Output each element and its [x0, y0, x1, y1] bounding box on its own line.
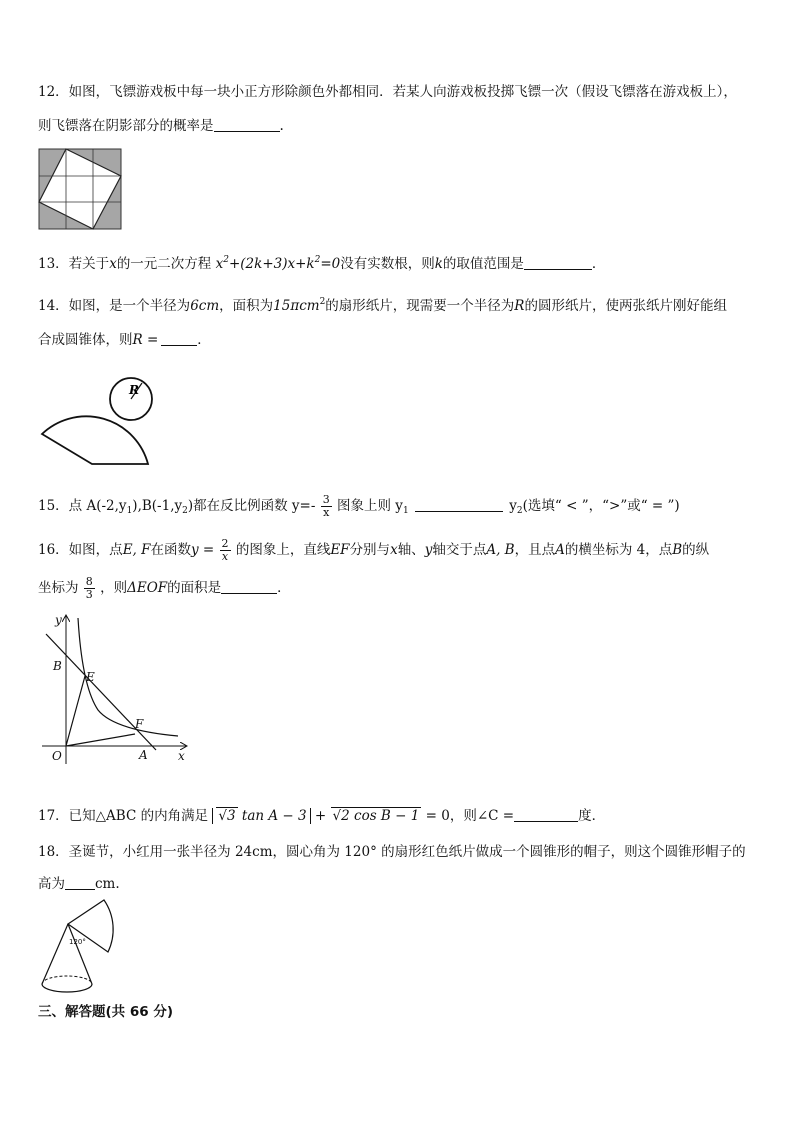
- q16-den2: 3: [85, 588, 93, 601]
- q14-sq: 2: [319, 297, 326, 307]
- q13-equation: [216, 256, 341, 272]
- q15-den: x: [323, 506, 330, 519]
- q16-post4: 轴交于点: [432, 542, 487, 558]
- q15-sub1: 1: [126, 506, 133, 516]
- q13-sq1: 2: [223, 255, 229, 265]
- q18-line1: 18．圣诞节，小红用一张半径为 24cm，圆心角为 120° 的扇形红色纸片做成一个圆锥形的帽子，则这个圆锥形帽子的: [38, 844, 746, 860]
- q16-end: ．: [277, 580, 291, 596]
- q14-pre: 14．如图，是一个半径为: [38, 298, 191, 314]
- q16-post7: 的纵: [682, 542, 710, 558]
- q13-sq2: 2: [314, 255, 321, 265]
- q17-pre: 17．已知△ABC 的内角满足: [38, 808, 209, 824]
- q15-mid2: )都在反比例函数 y=-: [187, 498, 316, 514]
- q16-x: x: [390, 542, 398, 558]
- q15-sub3: 1: [402, 506, 409, 516]
- q12-dartboard-figure: [38, 148, 122, 230]
- q13-end: ．: [591, 256, 606, 272]
- q17-line: [38, 806, 605, 826]
- q17-answer-blank: [514, 806, 578, 822]
- q16-label-f: F: [135, 717, 144, 731]
- q15-mid3: 图象上则 y: [337, 498, 403, 514]
- section-title: 三、解答题(共 66 分): [38, 1004, 174, 1020]
- q13-eq-b: +(2k+3)x+k: [228, 256, 315, 272]
- q15-num: 3: [322, 493, 330, 506]
- q17-end: 度．: [578, 808, 606, 824]
- q16-fraction: [220, 538, 231, 563]
- q16-post2: 分别与: [349, 542, 391, 558]
- q16-num: 2: [221, 537, 229, 550]
- q16-mid: 在函数: [150, 542, 191, 558]
- q13-line: [38, 254, 605, 276]
- q16-pre: 16．如图，点: [38, 542, 123, 558]
- q16-fraction2: [84, 576, 95, 601]
- q13-eq-c: =0: [320, 256, 341, 272]
- q16-point-b: B: [672, 542, 683, 558]
- q17-post: ，则∠C =: [449, 808, 515, 824]
- q16-line2: [38, 576, 291, 601]
- q13-post: 没有实数根，则: [340, 256, 435, 272]
- q14-var-R: R: [514, 298, 525, 314]
- q16-label-b: B: [53, 659, 62, 673]
- q14-answer-blank: [161, 330, 197, 346]
- q16-y: y: [424, 542, 433, 558]
- q17-sqrt-expr: [331, 807, 422, 824]
- q13-answer-blank: [524, 254, 592, 270]
- q18-line2-post: cm.: [95, 876, 120, 892]
- q15-mid1: ),B(-1,y: [132, 498, 183, 514]
- q18-figure-angle-label: 120°: [69, 938, 86, 946]
- q15-post: (选填“ < ”，“>”或“ = ”): [522, 498, 680, 514]
- q17-eq: = 0: [425, 808, 450, 824]
- q16-post: 的图象上，直线: [235, 542, 331, 558]
- q18-answer-blank: [65, 874, 95, 890]
- q17-abs-expr: [212, 808, 310, 824]
- q16-points-ab: A, B: [486, 542, 515, 558]
- q16-graph-figure: [38, 610, 194, 766]
- q15-answer-blank: [415, 496, 503, 512]
- q18-line2: [38, 874, 120, 894]
- q13-tail: 的取值范围是: [442, 256, 524, 272]
- q17-cos-expr: cos B − 1: [354, 808, 420, 824]
- q16-post3: 轴、: [397, 542, 425, 558]
- q13-var-x: x: [109, 256, 117, 272]
- q15-line: [38, 494, 680, 519]
- q14-mid: ，面积为: [219, 298, 274, 314]
- q15-mid4: y: [509, 498, 517, 514]
- q13-eq-a: x: [215, 256, 224, 272]
- q17-sqrt2: √2: [332, 808, 350, 824]
- q16-post6: 的横坐标为 4，点: [564, 542, 673, 558]
- q16-answer-blank: [221, 578, 277, 594]
- q16-den: x: [221, 550, 229, 563]
- q16-line2-pre: 坐标为: [38, 580, 79, 596]
- q15-sub2: 2: [182, 506, 188, 516]
- q15-pre: 15．点 A(-2,y: [38, 498, 127, 514]
- q13-var-k: k: [434, 256, 443, 272]
- q14-area: 15πcm: [273, 298, 320, 314]
- q16-num2: 8: [85, 575, 93, 588]
- q12-end: .: [279, 118, 284, 134]
- q17-plus: +: [314, 808, 327, 824]
- q16-point-a: A: [555, 542, 565, 558]
- q12-text: 则飞镖落在阴影部分的概率是: [38, 118, 214, 134]
- q14-line2: [38, 330, 211, 350]
- q16-y-eq: y =: [191, 542, 215, 558]
- q16-triangle: ΔEOF: [127, 580, 168, 596]
- q16-line-ef: EF: [330, 542, 350, 558]
- q16-line1: [38, 538, 709, 563]
- q14-sector-figure: [38, 372, 158, 468]
- q17-sqrt3: √3: [218, 808, 236, 824]
- q16-label-a: A: [139, 748, 148, 762]
- q14-post: 的扇形纸片，现需要一个半径为: [325, 298, 515, 314]
- q12-answer-blank: [214, 116, 280, 132]
- q14-line2-pre: 合成圆锥体，则: [38, 332, 133, 348]
- q13-pre: 13．若关于: [38, 256, 110, 272]
- q16-label-x: x: [178, 749, 185, 763]
- q18-cone-figure: [38, 896, 128, 1000]
- q16-line2-mid: ，则: [100, 580, 128, 596]
- q14-figure-label-R: R: [129, 383, 139, 397]
- q14-line2-eq: R =: [132, 332, 159, 348]
- q15-fraction: [321, 494, 332, 519]
- q12-line2: [38, 116, 284, 136]
- q14-tail: 的圆形纸片，使两张纸片刚好能组: [524, 298, 727, 314]
- q16-label-e: E: [86, 670, 95, 684]
- q16-post5: ，且点: [514, 542, 556, 558]
- q16-label-y: y: [55, 613, 62, 627]
- q16-points-ef: E, F: [122, 542, 151, 558]
- q13-mid: 的一元二次方程: [116, 256, 212, 272]
- q15-sub4: 2: [516, 506, 523, 516]
- q14-end: ．: [197, 332, 211, 348]
- q17-tan-expr: tan A − 3: [241, 808, 307, 824]
- q12-line1: 12．如图，飞镖游戏板中每一块小正方形除颜色外都相同．若某人向游戏板投掷飞镖一次（假设飞镖落在游戏板上），: [38, 84, 737, 100]
- q18-line2-pre: 高为: [38, 876, 65, 892]
- q16-label-o: O: [52, 749, 62, 763]
- q16-line2-post: 的面积是: [167, 580, 222, 596]
- q14-radius: 6cm: [190, 298, 220, 314]
- q14-line1: [38, 296, 727, 318]
